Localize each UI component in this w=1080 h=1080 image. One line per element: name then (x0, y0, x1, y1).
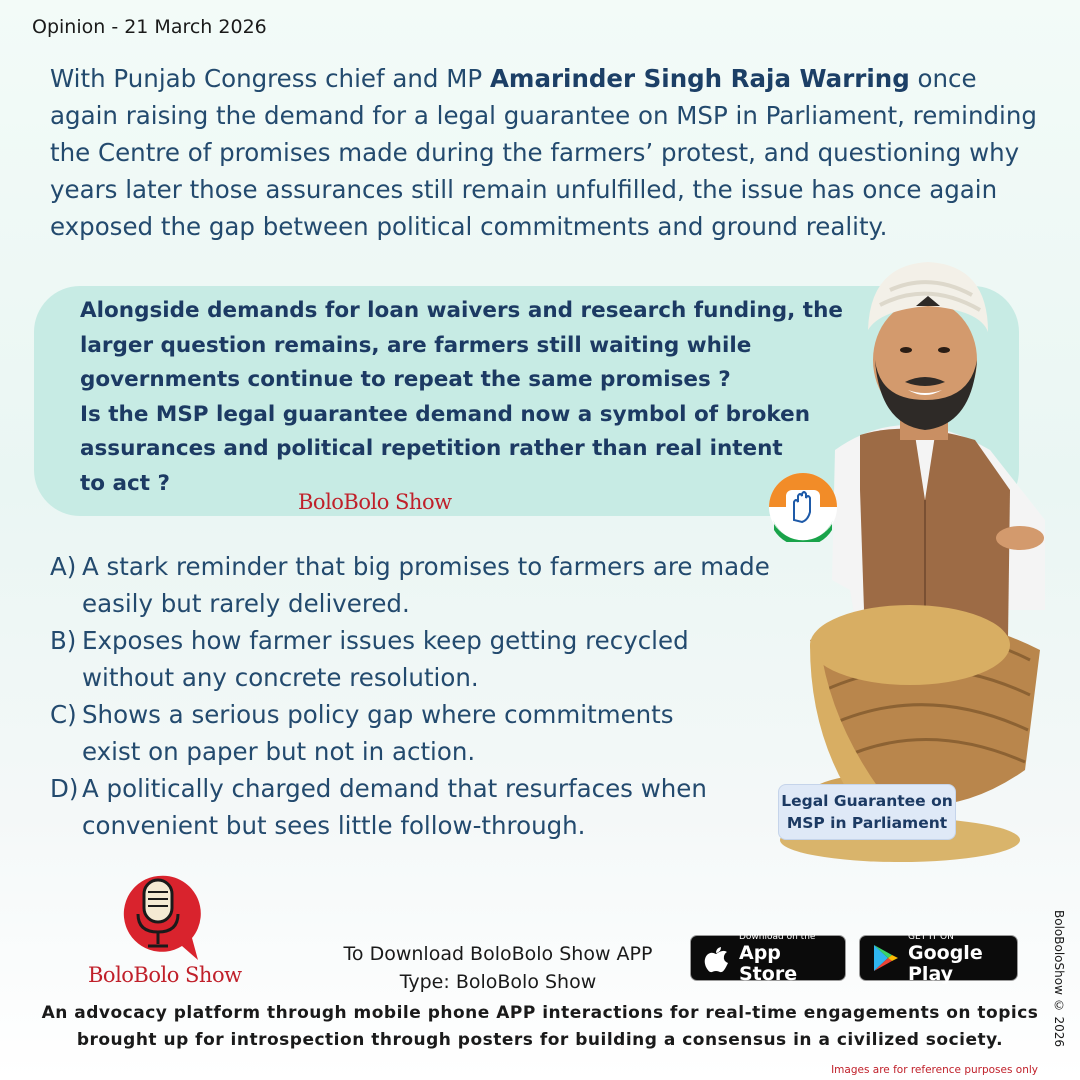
podcast-mic-logo (108, 868, 208, 968)
tagline-line: An advocacy platform through mobile phone APP interactions for real-time engagements on topics (41, 1003, 1039, 1023)
badge-line: MSP in Parliament (786, 814, 948, 832)
download-line: To Download BoloBolo Show APP (343, 943, 653, 965)
date-line: Opinion - 21 March 2026 (32, 16, 267, 38)
disclaimer: Images are for reference purposes only (831, 1064, 1038, 1076)
msp-badge (778, 784, 956, 840)
question-line: assurances and political repetition rather than real intent (80, 436, 783, 461)
option-letter: D) (50, 774, 79, 803)
question-line: Alongside demands for loan waivers and research funding, the (80, 298, 843, 323)
copyright-vertical: BoloBoloShow © 2026 (1052, 910, 1066, 1048)
option-a[interactable] (50, 548, 810, 622)
option-d[interactable] (50, 770, 810, 844)
option-b[interactable] (50, 622, 810, 696)
brand-watermark: BoloBolo Show (298, 490, 452, 514)
google-play-button[interactable] (859, 931, 1018, 985)
option-letter: A) (50, 552, 77, 581)
intro-text-after: once again raising the demand for a legal guarantee on MSP in Parliament, reminding the Centre of promises made during the farmers’ protest, and questioning why years later those assurances still remain unfulfilled, the issue has once again exposed the gap between political commitments and ground reality. (50, 64, 1037, 241)
intro-text-before: With Punjab Congress chief and MP (50, 64, 490, 93)
option-letter: C) (50, 700, 77, 729)
question-line: governments continue to repeat the same promises ? (80, 367, 731, 392)
option-c[interactable] (50, 696, 810, 770)
footer-brand-name: BoloBolo Show (88, 963, 242, 987)
options-list (50, 548, 810, 844)
option-text: Shows a serious policy gap where commitments exist on paper but not in action. (82, 700, 674, 766)
intro-highlight-name: Amarinder Singh Raja Warring (489, 64, 910, 93)
tagline (30, 1000, 1050, 1054)
app-store-small-text: Download on the (739, 931, 816, 942)
app-store-label: App Store (739, 941, 798, 985)
download-info (320, 940, 676, 996)
google-play-icon (868, 941, 902, 975)
google-play-label: Google Play (908, 941, 983, 985)
congress-hand-logo (768, 472, 838, 542)
download-type-line: Type: BoloBolo Show (399, 971, 597, 993)
google-play-small-text: GET IT ON (908, 931, 954, 942)
tagline-line: brought up for introspection through posters for building a consensus in a civilized society. (76, 1030, 1004, 1050)
question-line: larger question remains, are farmers still waiting while (80, 332, 752, 358)
question-line: Is the MSP legal guarantee demand now a symbol of broken (80, 401, 811, 427)
question-line: to act ? (80, 470, 171, 496)
option-text: A stark reminder that big promises to farmers are made easily but rarely delivered. (82, 552, 770, 618)
option-text: Exposes how farmer issues keep getting recycled without any concrete resolution. (82, 626, 689, 692)
app-store-button[interactable] (690, 931, 846, 985)
option-text: A politically charged demand that resurfaces when convenient but sees little follow-through. (82, 774, 707, 840)
badge-line: Legal Guarantee on (781, 792, 953, 810)
option-letter: B) (50, 626, 77, 655)
intro-paragraph (50, 60, 1050, 245)
apple-icon (699, 941, 733, 975)
